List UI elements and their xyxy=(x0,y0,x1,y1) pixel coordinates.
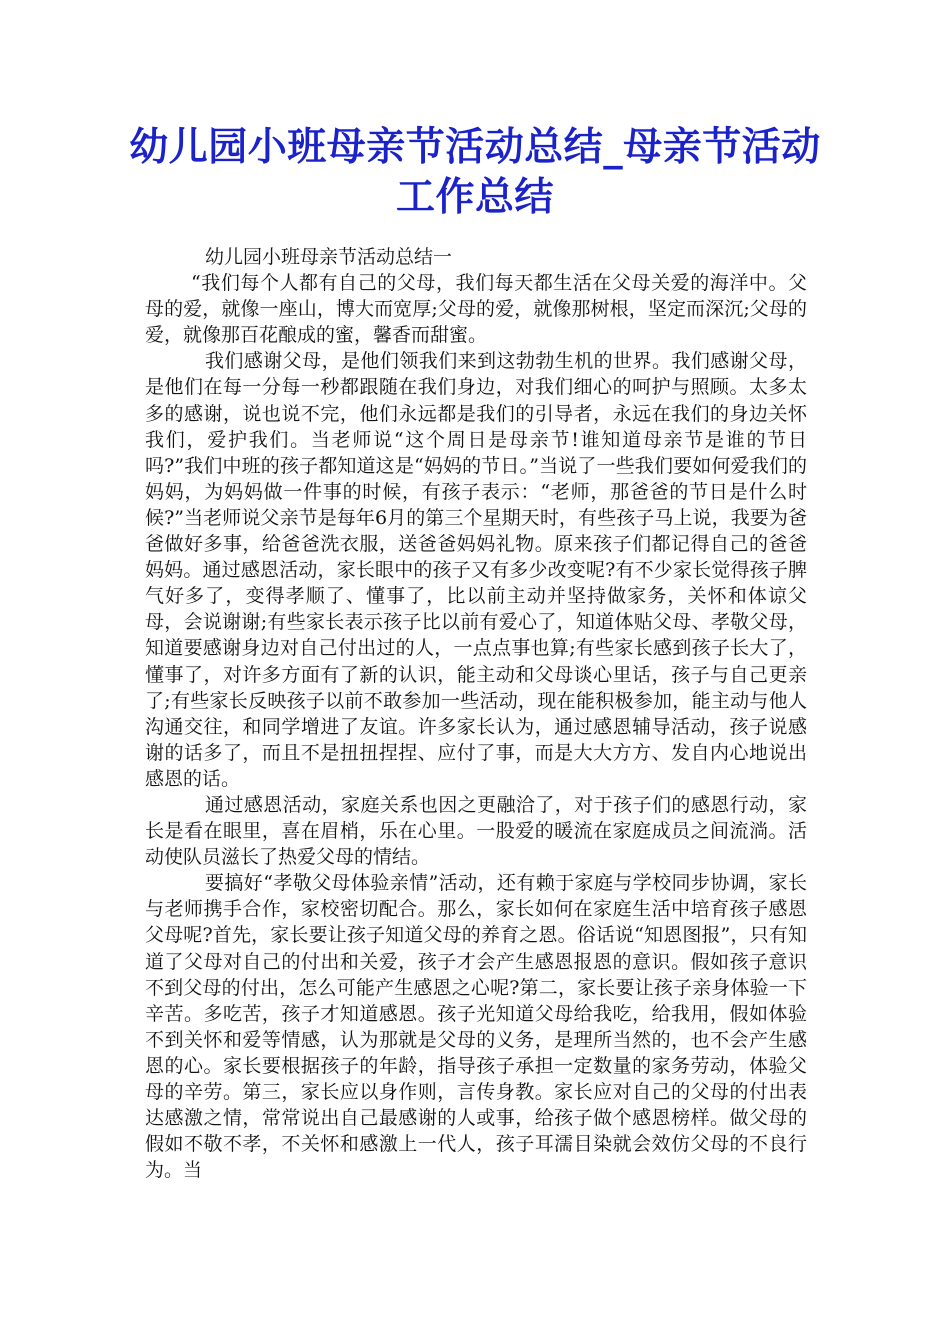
paragraph-3: 通过感恩活动，家庭关系也因之更融洽了，对于孩子们的感恩行动，家长是看在眼里，喜在眉梢，乐在心里。一股爱的暖流在家庭成员之间流淌。活动使队员滋长了热爱父母的情结。 xyxy=(145,793,807,869)
section-heading: 幼儿园小班母亲节活动总结一 xyxy=(205,246,453,268)
paragraph-2: 我们感谢父母，是他们领我们来到这勃勃生机的世界。我们感谢父母，是他们在每一分每一秒都跟随在我们身边，对我们细心的呵护与照顾。太多太多的感谢，说也说不完，他们永远都是我们的引导者，永远在我们的身边关怀我们，爱护我们。当老师说“这个周日是母亲节!谁知道母亲节是谁的节日吗?”我们中班的孩子都知道这是“妈妈的节日。”当说了一些我们要如何爱我们的妈妈，为妈妈做一件事的时候，有孩子表示：“老师，那爸爸的节日是什么时候?”当老师说父亲节是每年6月的第三个星期天时，有些孩子马上说，我要为爸爸做好多事，给爸爸洗衣服，送爸爸妈妈礼物。原来孩子们都记得自己的爸爸妈妈。通过感恩活动，家长眼中的孩子又有多少改变呢?有不少家长觉得孩子脾气好多了，变得孝顺了、懂事了，比以前主动并坚持做家务，关怀和体谅父母，会说谢谢;有些家长表示孩子比以前有爱心了，知道体贴父母、孝敬父母，知道要感谢身边对自己付出过的人，一点点事也算;有些家长感到孩子长大了，懂事了，对许多方面有了新的认识，能主动和父母谈心里话，孩子与自己更亲了;有些家长反映孩子以前不敢参加一些活动，现在能积极参加，能主动与他人沟通交往，和同学增进了友谊。许多家长认为，通过感恩辅导活动，孩子说感谢的话多了，而且不是扭扭捏捏、应付了事，而是大大方方、发自内心地说出感恩的话。 xyxy=(145,350,807,790)
paragraph-4: 要搞好“孝敬父母体验亲情”活动，还有赖于家庭与学校同步协调，家长与老师携手合作，家校密切配合。那么，家长如何在家庭生活中培育孩子感恩父母呢?首先，家长要让孩子知道父母的养育之恩。俗话说“知恩图报”，只有知道了父母对自己的付出和关爱，孩子才会产生感恩报恩的意识。假如孩子意识不到父母的付出，怎么可能产生感恩之心呢?第二，家长要让孩子亲身体验一下辛苦。多吃苦，孩子才知道感恩。孩子光知道父母给我吃，给我用，假如体验不到关怀和爱等情感，认为那就是父母的义务，是理所当然的，也不会产生感恩的心。家长要根据孩子的年龄，指导孩子承担一定数量的家务劳动，体验父母的辛劳。第三，家长应以身作则，言传身教。家长应对自己的父母的付出表达感激之情，常常说出自己最感谢的人或事，给孩子做个感恩榜样。做父母的假如不敬不孝，不关怀和感激上一代人，孩子耳濡目染就会效仿父母的不良行为。当 xyxy=(145,872,807,1182)
paragraph-1: “我们每个人都有自己的父母，我们每天都生活在父母关爱的海洋中。父母的爱，就像一座山，博大而宽厚;父母的爱，就像那树根，坚定而深沉;父母的爱，就像那百花酿成的蜜，馨香而甜蜜。 xyxy=(145,272,807,347)
document-title: 幼儿园小班母亲节活动总结_母亲节活动工作总结 xyxy=(129,124,821,220)
document-body xyxy=(145,244,807,1183)
